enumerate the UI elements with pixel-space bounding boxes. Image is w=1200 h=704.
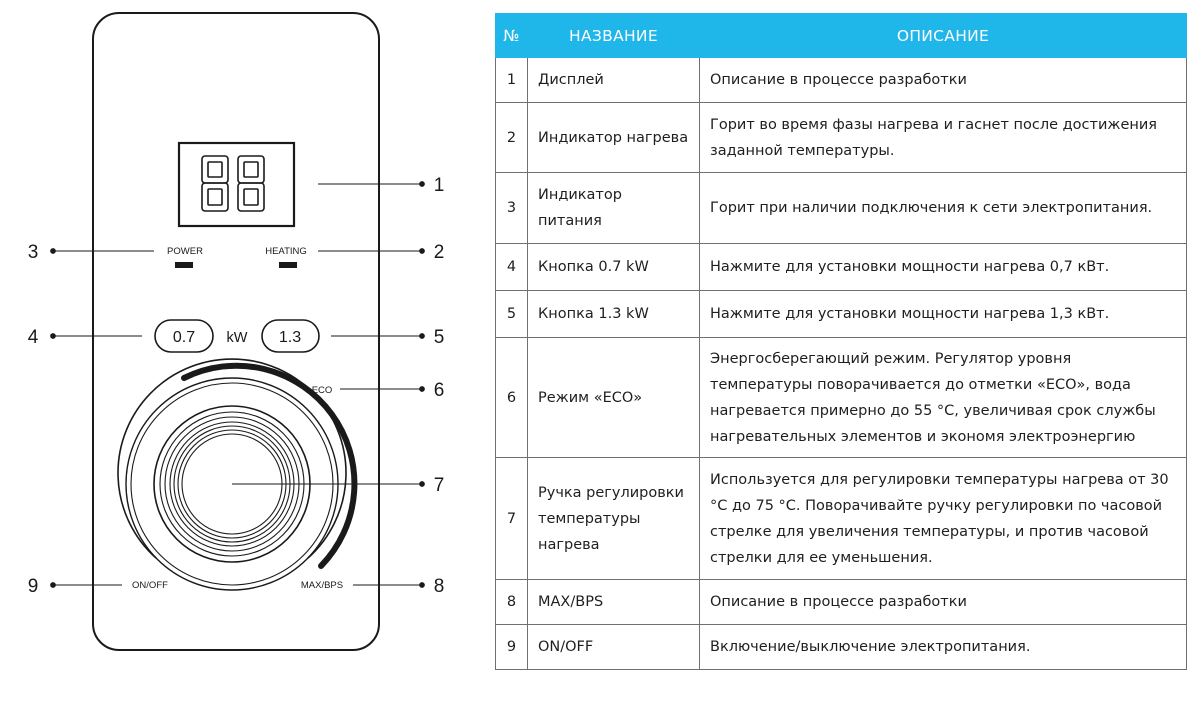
row-num: 7	[496, 458, 528, 580]
header-description: ОПИСАНИЕ	[700, 14, 1187, 58]
row-description: Горит во время фазы нагрева и гаснет после достижения заданной температуры.	[700, 103, 1187, 173]
row-num: 8	[496, 580, 528, 625]
table-row	[496, 338, 1187, 458]
row-description: Горит при наличии подключения к сети электропитания.	[700, 173, 1187, 244]
row-description: Нажмите для установки мощности нагрева 1,3 кВт.	[700, 291, 1187, 338]
row-name: Ручка регулировки температуры нагрева	[528, 458, 700, 580]
row-name: Кнопка 0.7 kW	[528, 244, 700, 291]
heating-label: HEATING	[265, 246, 307, 257]
eco-label: ECO	[311, 385, 333, 396]
button-1-3-label: 1.3	[278, 329, 302, 346]
row-name: MAX/BPS	[528, 580, 700, 625]
row-description: Энергосберегающий режим. Регулятор уровня температуры поворачивается до отметки «ECO», вода нагревается примерно до 55 °C, увеличивая срок службы нагревательных элементов и экономя электроэнергию	[700, 338, 1187, 458]
header-num: №	[496, 14, 528, 58]
row-description: Нажмите для установки мощности нагрева 0,7 кВт.	[700, 244, 1187, 291]
row-num: 4	[496, 244, 528, 291]
callout-number: 5	[433, 327, 445, 348]
callout-number: 3	[27, 242, 39, 263]
callout-number: 9	[27, 576, 39, 597]
callout-number: 2	[433, 242, 445, 263]
row-num: 3	[496, 173, 528, 244]
row-name: Индикатор питания	[528, 173, 700, 244]
table-row	[496, 103, 1187, 173]
row-name: Дисплей	[528, 58, 700, 103]
power-label: POWER	[167, 246, 203, 257]
table-row	[496, 625, 1187, 670]
table-row	[496, 173, 1187, 244]
row-description: Включение/выключение электропитания.	[700, 625, 1187, 670]
onoff-label: ON/OFF	[132, 580, 168, 591]
kw-label: kW	[226, 330, 248, 346]
row-name: ON/OFF	[528, 625, 700, 670]
heating-indicator	[279, 262, 297, 268]
table-row	[496, 458, 1187, 580]
row-num: 6	[496, 338, 528, 458]
maxbps-label: MAX/BPS	[300, 580, 344, 591]
row-num: 2	[496, 103, 528, 173]
callout-number: 1	[433, 175, 445, 196]
table-header-row	[496, 14, 1187, 58]
callout-number: 8	[433, 576, 445, 597]
row-num: 1	[496, 58, 528, 103]
controls-table	[495, 13, 1187, 670]
row-name: Кнопка 1.3 kW	[528, 291, 700, 338]
control-panel-drawing	[0, 0, 470, 704]
row-description: Описание в процессе разработки	[700, 580, 1187, 625]
row-name: Режим «ECO»	[528, 338, 700, 458]
row-description: Описание в процессе разработки	[700, 58, 1187, 103]
row-num: 9	[496, 625, 528, 670]
row-description: Используется для регулировки температуры нагрева от 30 °C до 75 °C. Поворачивайте ручку регулировки по часовой стрелке для увеличения температуры, и против часовой стрелки для ее уменьшения.	[700, 458, 1187, 580]
callout-number: 4	[27, 327, 39, 348]
callout-number: 7	[433, 475, 445, 496]
row-name: Индикатор нагрева	[528, 103, 700, 173]
table-row	[496, 244, 1187, 291]
table-row	[496, 291, 1187, 338]
power-indicator	[175, 262, 193, 268]
header-name: НАЗВАНИЕ	[528, 14, 700, 58]
callout-number: 6	[433, 380, 445, 401]
control-panel-diagram	[0, 0, 470, 704]
table-row	[496, 58, 1187, 103]
table-row	[496, 580, 1187, 625]
button-0-7-label: 0.7	[172, 329, 196, 346]
row-num: 5	[496, 291, 528, 338]
